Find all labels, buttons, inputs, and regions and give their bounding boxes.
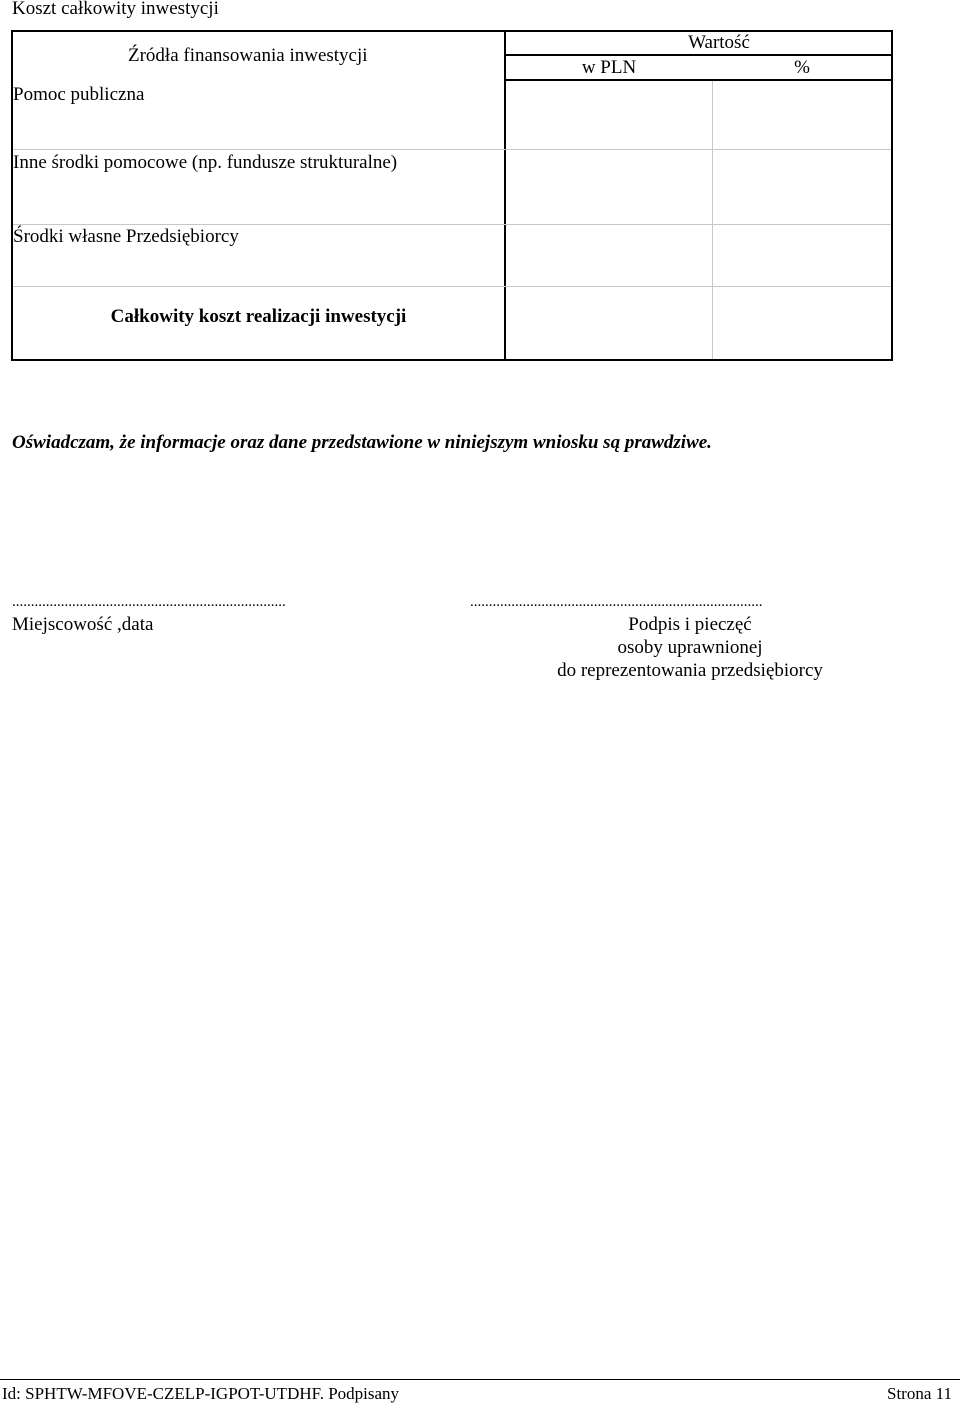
- header-pln: w PLN: [581, 57, 637, 78]
- financing-table: [11, 30, 893, 361]
- signature-label-line-2: osoby uprawnionej: [617, 637, 763, 658]
- row-label-public-aid: Pomoc publiczna: [13, 84, 145, 105]
- row-label-own-funds: Środki własne Przedsiębiorcy: [13, 226, 239, 247]
- section-title: Koszt całkowity inwestycji: [12, 0, 219, 19]
- footer-document-id: Id: SPHTW-MFOVE-CZELP-IGPOT-UTDHF. Podpisany: [2, 1384, 400, 1403]
- signature-label-line-3: do reprezentowania przedsiębiorcy: [557, 660, 823, 681]
- signature-label-line-1: Podpis i pieczęć: [628, 614, 752, 635]
- table-border-bottom: [11, 359, 893, 361]
- header-percent: %: [794, 57, 810, 78]
- value-subheader-divider: [504, 79, 893, 81]
- value-header-divider: [504, 54, 893, 56]
- place-date-dots: .........................................................................: [12, 594, 286, 610]
- total-cost-label: Całkowity koszt realizacji inwestycji: [110, 306, 407, 327]
- row-label-other-aid: Inne środki pomocowe (np. fundusze strukturalne): [13, 152, 398, 173]
- pln-percent-divider: [712, 81, 713, 359]
- signature-dots: ..............................................................................: [470, 594, 763, 610]
- declaration-statement: Oświadczam, że informacje oraz dane przedstawione w niniejszym wniosku są prawdziwe.: [12, 432, 712, 453]
- row-separator: [13, 286, 891, 287]
- row-separator: [13, 224, 891, 225]
- footer-page-number: Strona 11: [886, 1384, 952, 1403]
- place-date-label: Miejscowość ,data: [12, 614, 154, 635]
- header-value: Wartość: [688, 32, 750, 53]
- footer-rule: [0, 1379, 960, 1380]
- row-separator: [13, 149, 891, 150]
- header-financing-sources: Źródła finansowania inwestycji: [128, 45, 368, 66]
